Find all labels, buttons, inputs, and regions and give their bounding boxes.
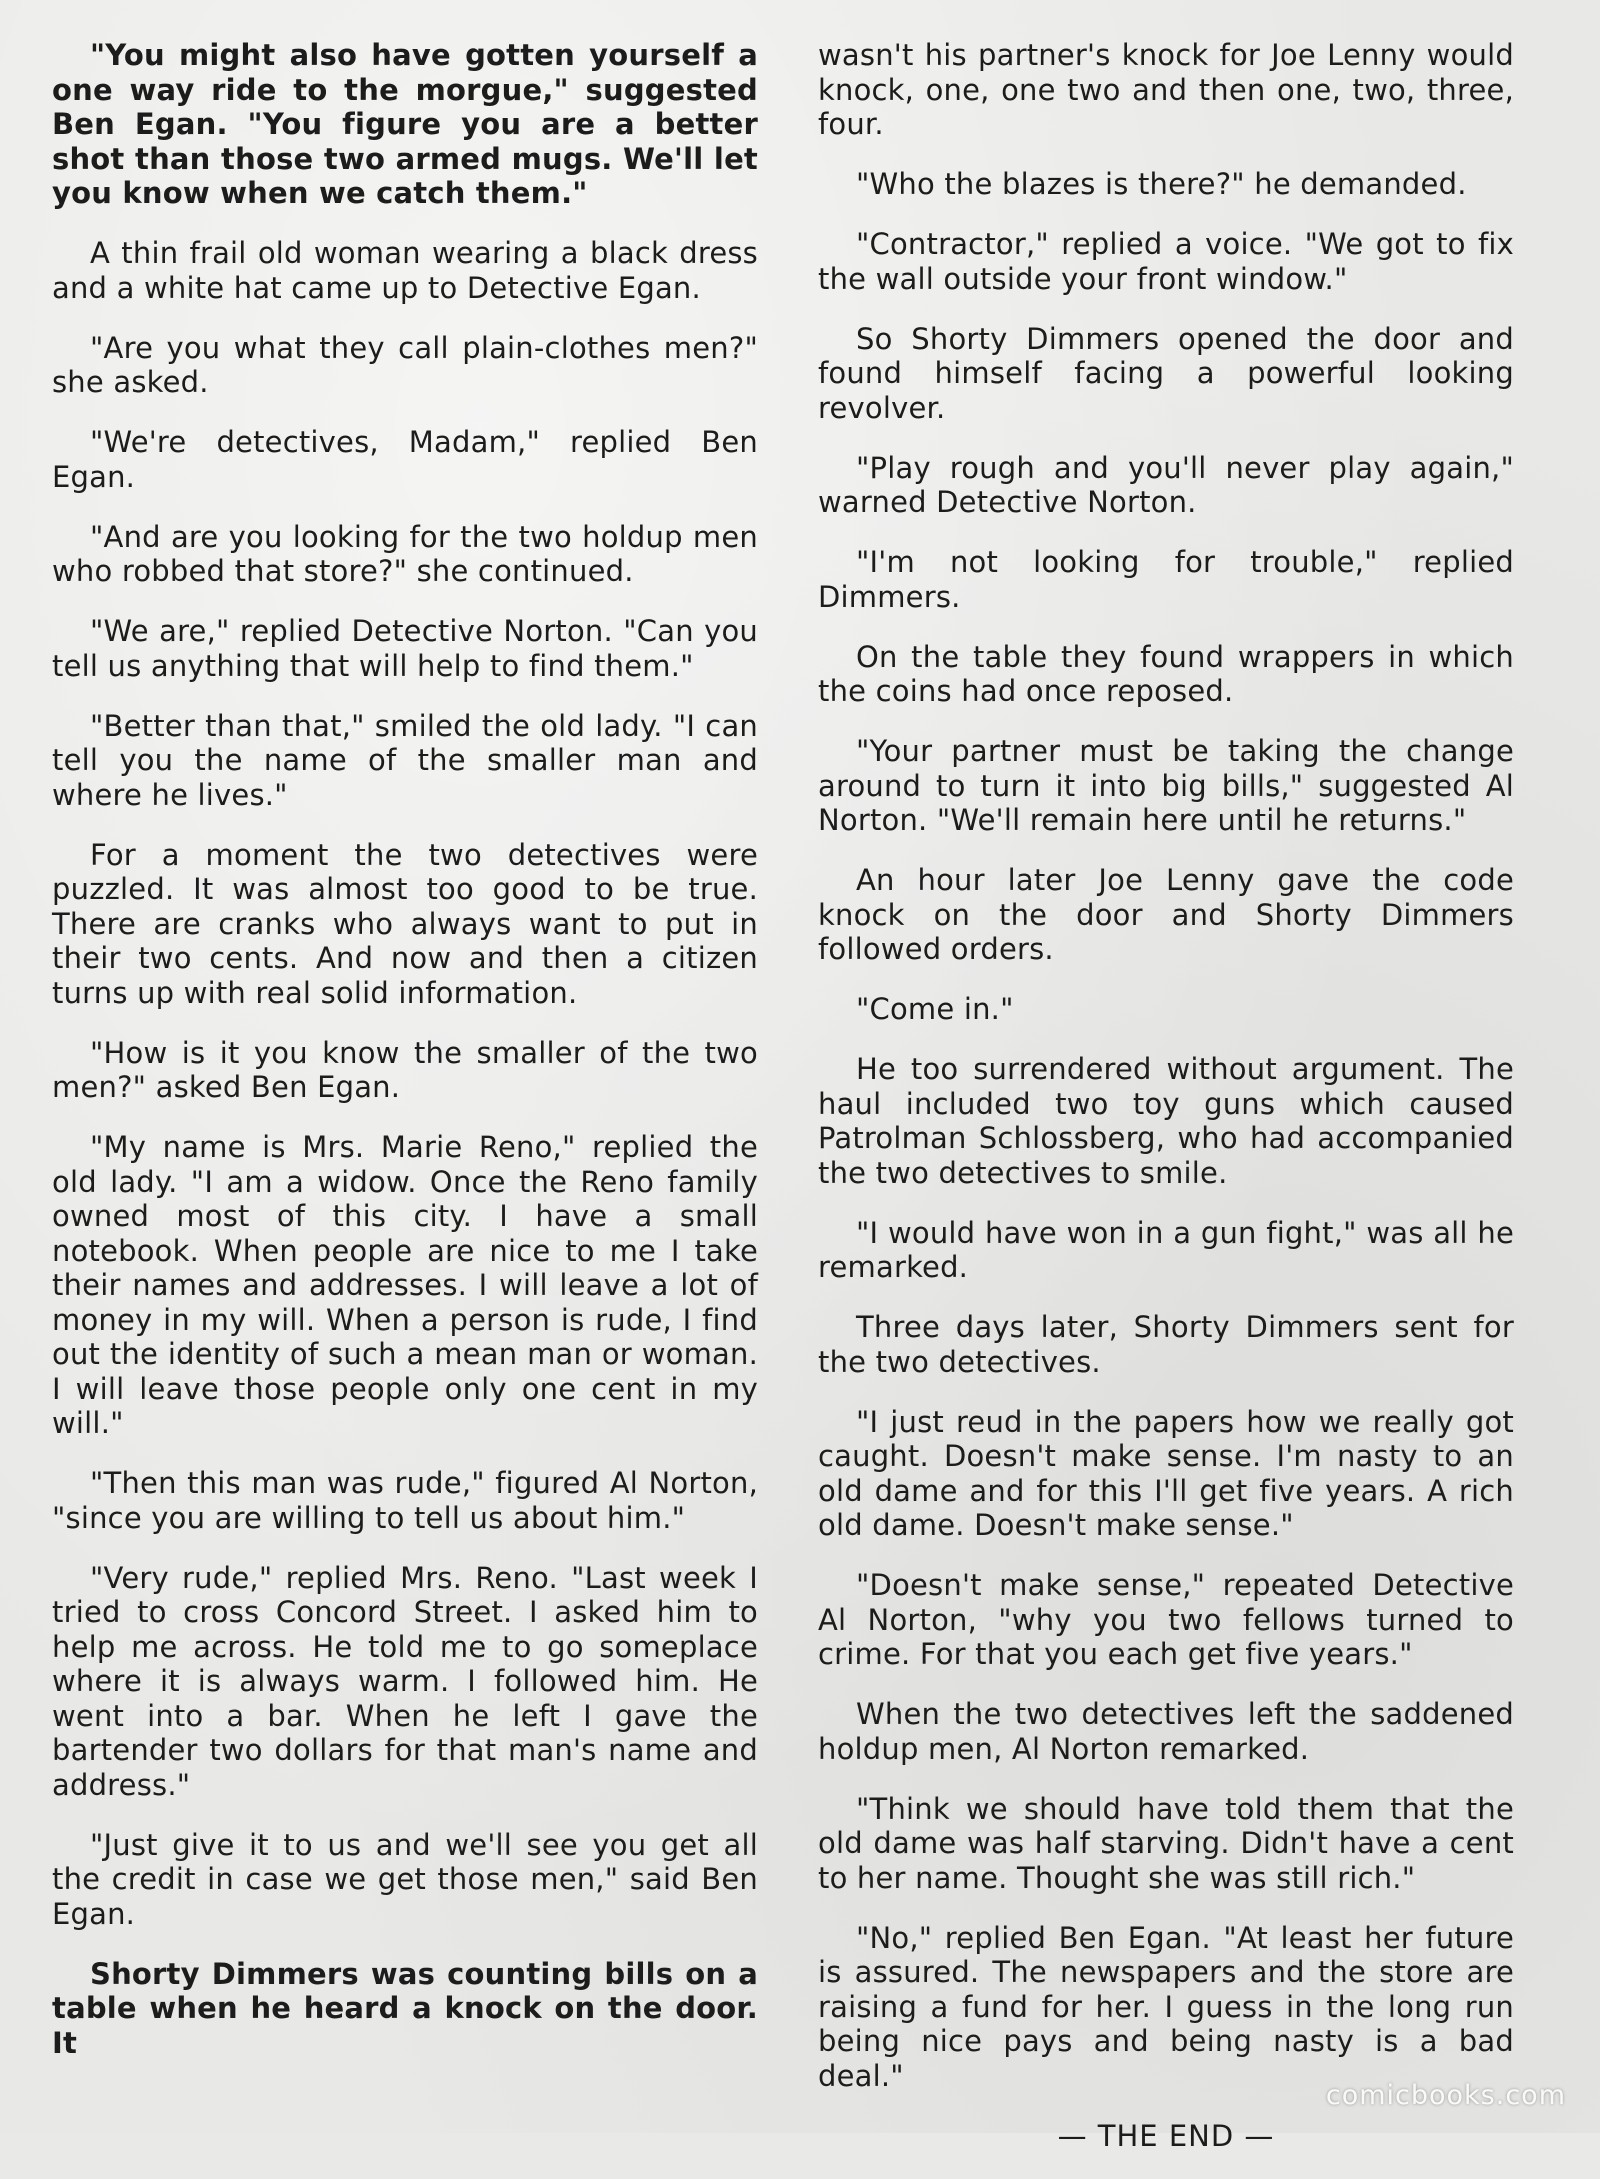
site-watermark: comicbooks.com <box>1325 2080 1566 2111</box>
paragraph: "I just reud in the papers how we really got caught. Doesn't make sense. I'm nasty to an old dame and for this I'll get five years. A rich old dame. Doesn't make sense." <box>818 1404 1514 1542</box>
paragraph: "No," replied Ben Egan. "At least her future is assured. The newspapers and the store are raising a fund for her. I guess in the long run being nice pays and being nasty is a bad deal." <box>818 1920 1514 2093</box>
paragraph: On the table they found wrappers in which the coins had once reposed. <box>818 639 1514 708</box>
paragraph: "You might also have gotten yourself a one way ride to the morgue," suggested Ben Egan. "You figure you are a better shot than those two armed mugs. We'll let you know when we catch them." <box>52 38 758 210</box>
paragraph: wasn't his partner's knock for Joe Lenny would knock, one, one two and then one, two, three, four. <box>818 38 1514 141</box>
paragraph: "Are you what they call plain-clothes men?" she asked. <box>52 330 758 399</box>
paragraph: "We're detectives, Madam," replied Ben Egan. <box>52 425 758 494</box>
paragraph: "Doesn't make sense," repeated Detective Al Norton, "why you two fellows turned to crime. For that you each get five years." <box>818 1568 1514 1671</box>
paragraph: "Play rough and you'll never play again," warned Detective Norton. <box>818 450 1514 519</box>
paragraph: "Contractor," replied a voice. "We got to fix the wall outside your front window." <box>818 227 1514 296</box>
paragraph: "I would have won in a gun fight," was all he remarked. <box>818 1215 1514 1284</box>
paragraph: "Who the blazes is there?" he demanded. <box>856 167 1467 201</box>
paragraph: Shorty Dimmers was counting bills on a table when he heard a knock on the door. It <box>52 1956 758 2060</box>
paragraph: An hour later Joe Lenny gave the code knock on the door and Shorty Dimmers followed orders. <box>818 863 1514 966</box>
paragraph: He too surrendered without argument. The haul included two toy guns which caused Patrolman Schlossberg, who had accompanied the two detectives to smile. <box>818 1052 1514 1190</box>
paragraph: A thin frail old woman wearing a black dress and a white hat came up to Detective Egan. <box>52 236 758 305</box>
paragraph: "We are," replied Detective Norton. "Can you tell us anything that will help to find them." <box>52 614 758 683</box>
paragraph: "How is it you know the smaller of the two men?" asked Ben Egan. <box>52 1035 758 1104</box>
left-text-column <box>52 38 758 2086</box>
paragraph: "My name is Mrs. Marie Reno," replied the old lady. "I am a widow. Once the Reno family owned most of this city. I have a small notebook. When people are nice to me I take their names and addresses. I will leave a lot of money in my will. When a person is rude, I find out the identity of such a mean man or woman. I will leave those people only one cent in my will." <box>52 1130 758 1440</box>
paragraph: For a moment the two detectives were puzzled. It was almost too good to be true. There are cranks who always want to put in their two cents. And now and then a citizen turns up with real solid information. <box>52 837 758 1010</box>
paragraph: "And are you looking for the two holdup men who robbed that store?" she continued. <box>52 519 758 588</box>
right-text-column <box>818 38 1514 2179</box>
paragraph: "Very rude," replied Mrs. Reno. "Last week I tried to cross Concord Street. I asked him to help me across. He told me to go someplace where it is always warm. I followed him. He went into a bar. When he left I gave the bartender two dollars for that man's name and address." <box>52 1560 758 1802</box>
paragraph: "Just give it to us and we'll see you get all the credit in case we get those men," said Ben Egan. <box>52 1827 758 1931</box>
paragraph: When the two detectives left the saddened holdup men, Al Norton remarked. <box>818 1697 1514 1766</box>
paragraph: "Come in." <box>856 992 1014 1026</box>
paragraph: "Think we should have told them that the old dame was half starving. Didn't have a cent to her name. Thought she was still rich." <box>818 1791 1514 1895</box>
paragraph: "Your partner must be taking the change around to turn it into big bills," suggested Al Norton. "We'll remain here until he returns." <box>818 734 1514 837</box>
the-end-mark: — THE END — <box>1057 2118 1275 2153</box>
paragraph: So Shorty Dimmers opened the door and found himself facing a powerful looking revolver. <box>818 321 1514 425</box>
paragraph: "I'm not looking for trouble," replied Dimmers. <box>818 545 1514 614</box>
paragraph: Three days later, Shorty Dimmers sent for the two detectives. <box>818 1310 1514 1379</box>
paragraph: "Then this man was rude," figured Al Norton, "since you are willing to tell us about him." <box>52 1466 758 1535</box>
paragraph: "Better than that," smiled the old lady. "I can tell you the name of the smaller man and where he lives." <box>52 708 758 812</box>
